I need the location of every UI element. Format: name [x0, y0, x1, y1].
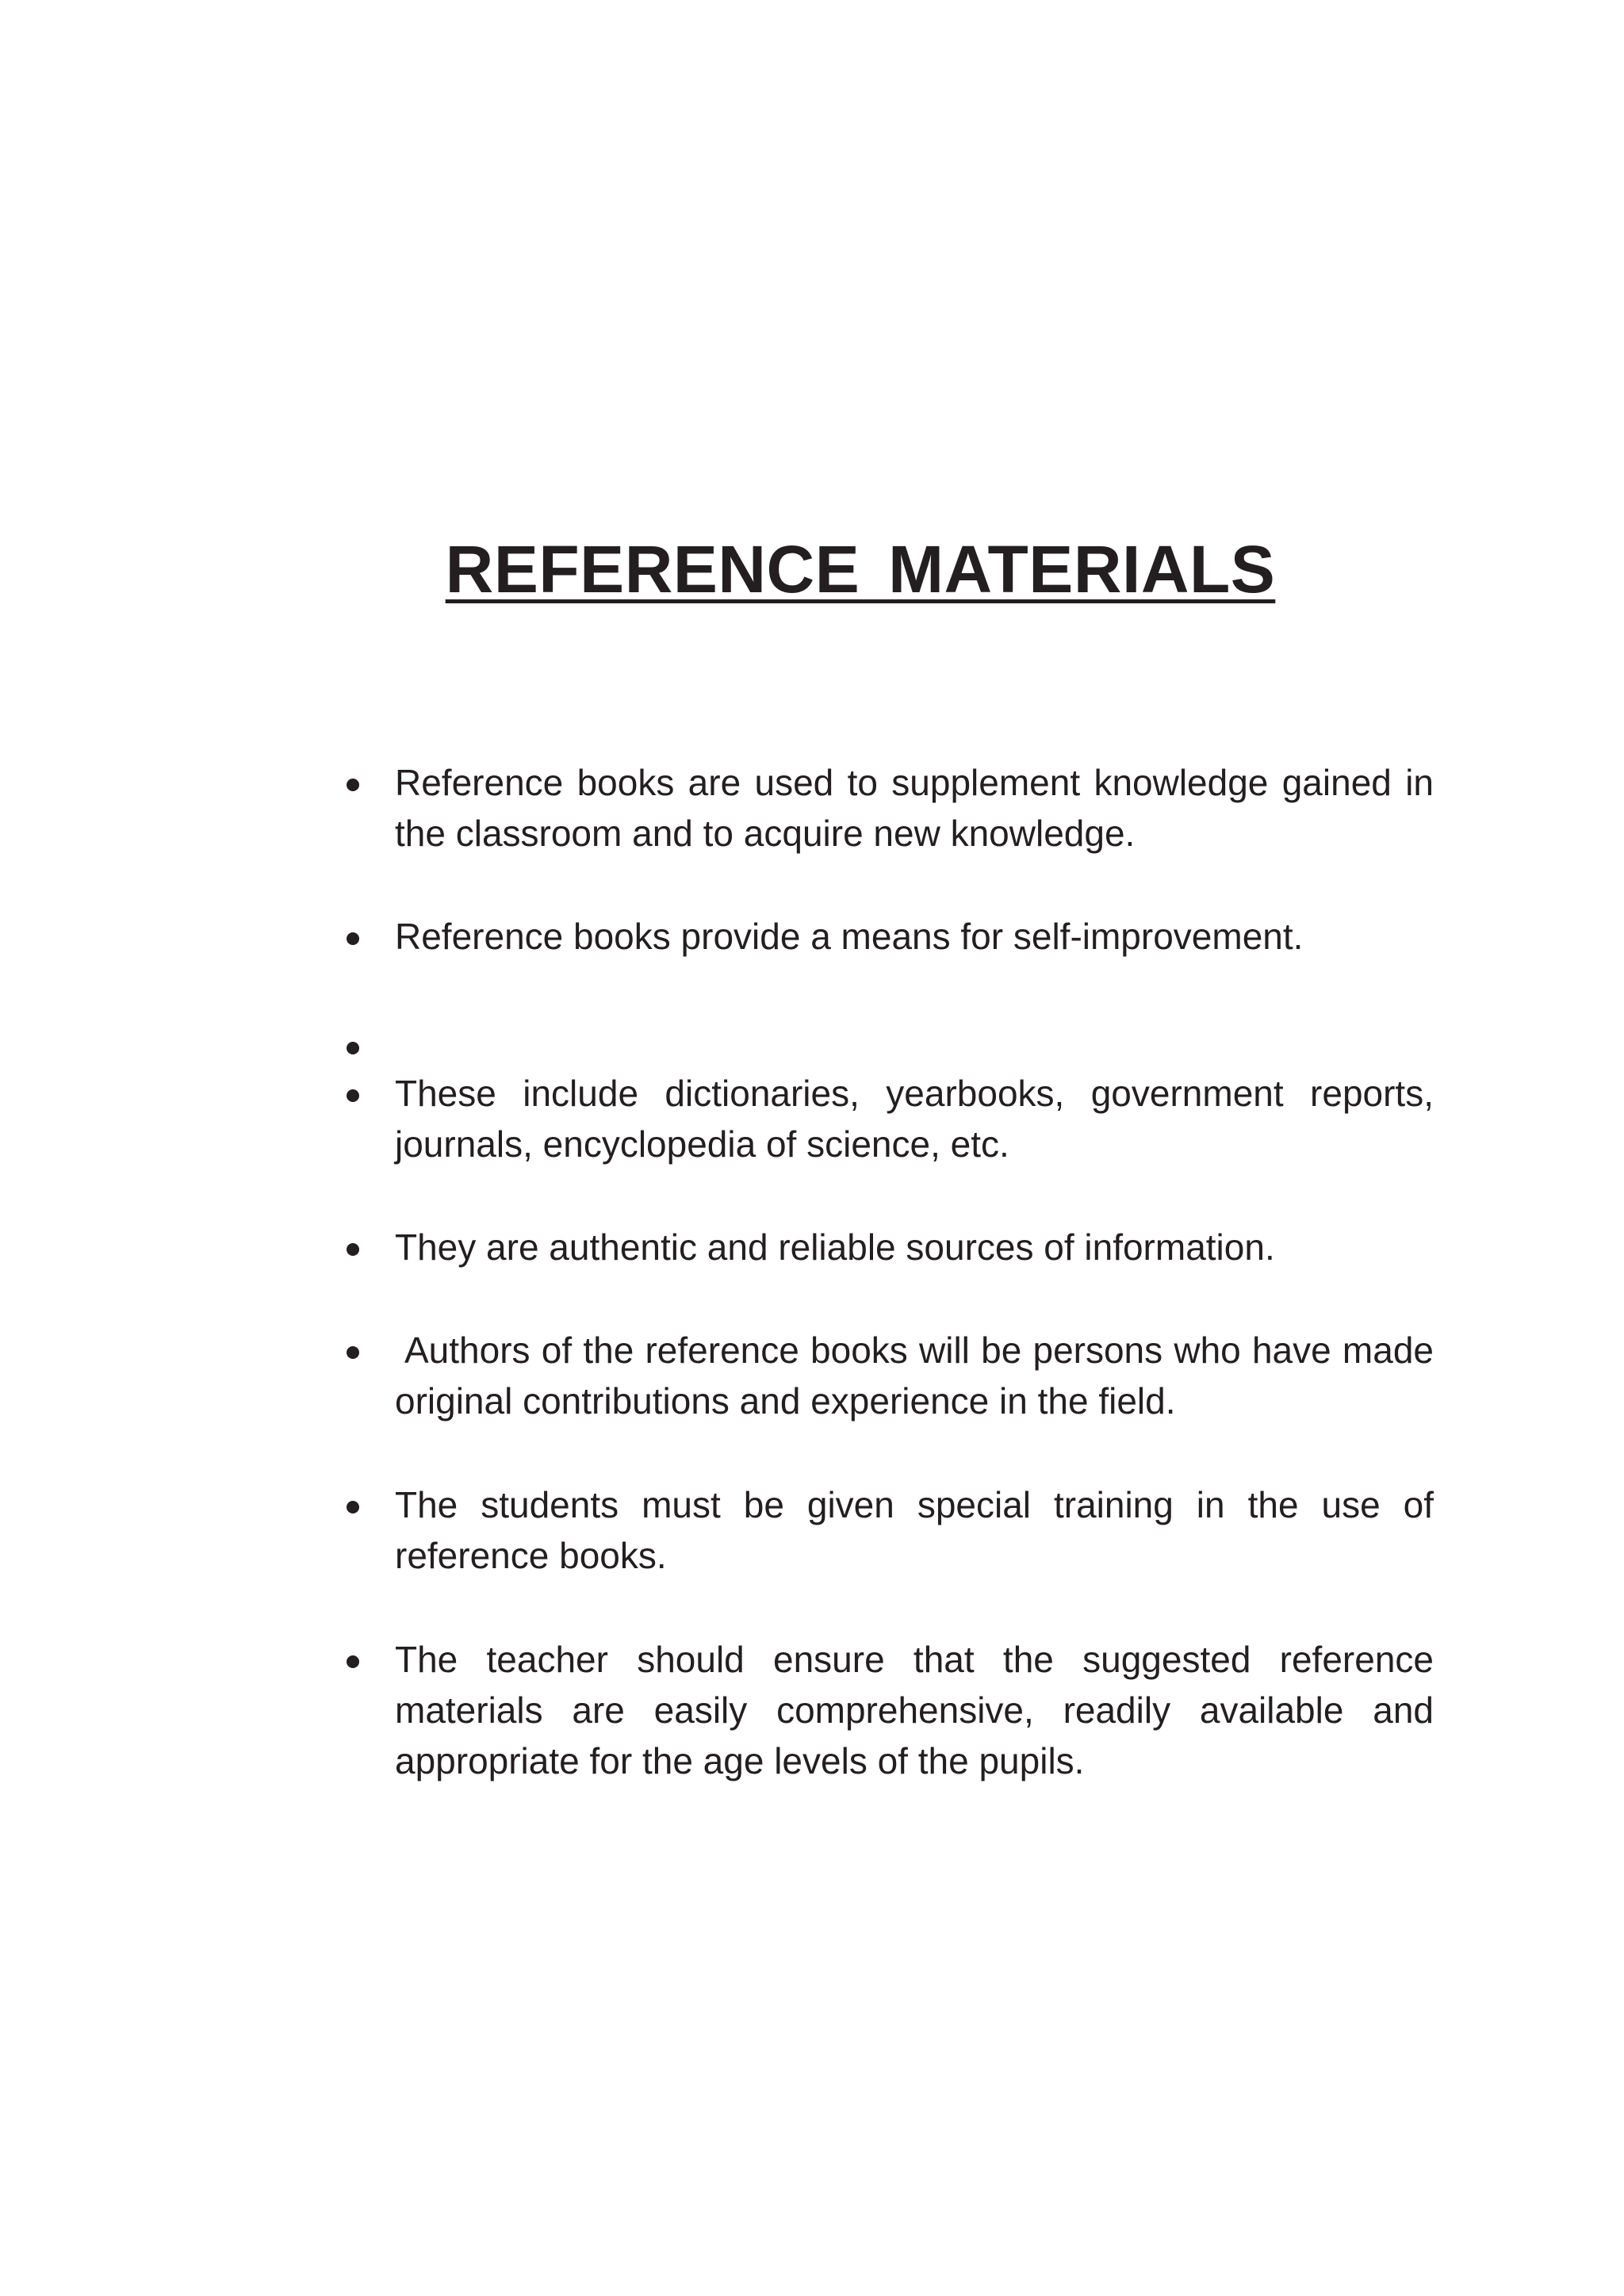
- bullet-dot-icon: [347, 1042, 359, 1054]
- list-item: The teacher should ensure that the suggested reference materials are easily comprehensive, readily available and appropriate for the age levels of the pupils.: [395, 1639, 1434, 1781]
- bullet-dot-icon: [347, 1346, 359, 1359]
- list-item: Authors of the reference books will be persons who have made original contributions and experience in the field.: [395, 1330, 1434, 1422]
- bullet-dot-icon: [347, 1501, 359, 1513]
- list-item: The students must be given special training in the use of reference books.: [395, 1484, 1434, 1576]
- list-item: Reference books provide a means for self-improvement.: [395, 916, 1304, 957]
- bullet-dot-icon: [347, 932, 359, 945]
- bullet-dot-icon: [347, 1243, 359, 1256]
- bullet-dot-icon: [347, 1089, 359, 1102]
- list-item: They are authentic and reliable sources of information.: [395, 1226, 1275, 1268]
- bullet-dot-icon: [347, 779, 359, 791]
- bullet-dot-icon: [347, 1655, 359, 1668]
- list-item: These include dictionaries, yearbooks, government reports, journals, encyclopedia of science, etc.: [395, 1073, 1434, 1165]
- list-item: Reference books are used to supplement knowledge gained in the classroom and to acquire new knowledge.: [395, 762, 1434, 854]
- page-title: REFERENCE MATERIALS: [445, 532, 1276, 607]
